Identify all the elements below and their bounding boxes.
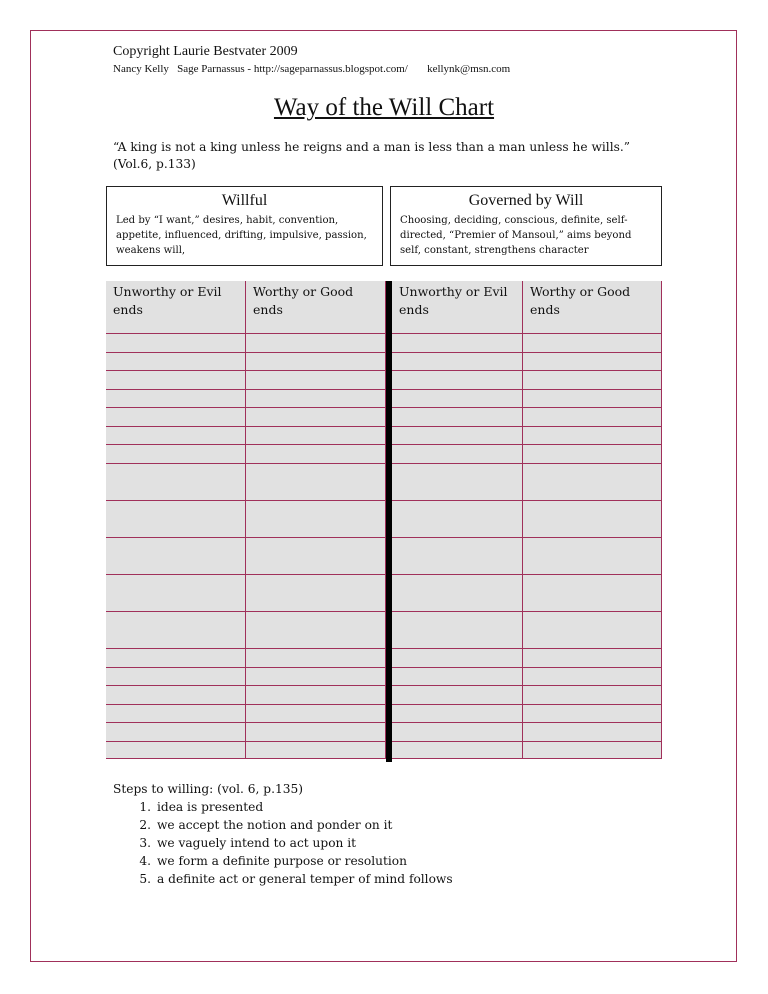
table-cell (106, 574, 246, 611)
table-cell (523, 741, 662, 759)
table-cell (392, 648, 523, 667)
page-title: Way of the Will Chart (273, 94, 495, 121)
center-divider (386, 281, 392, 762)
table-cell (246, 333, 386, 352)
table-cell (523, 574, 662, 611)
table-cell (392, 741, 523, 759)
will-chart-table (106, 281, 662, 762)
table-bottom-border (106, 758, 662, 759)
table-cell (106, 500, 246, 537)
table-cell (392, 407, 523, 426)
table-cell (523, 704, 662, 722)
table-cell (523, 389, 662, 407)
willful-box (106, 186, 383, 266)
table-cell (523, 537, 662, 574)
steps-list (113, 798, 453, 888)
table-cell (246, 444, 386, 463)
table-cell (246, 352, 386, 370)
table-cell (392, 685, 523, 704)
table-cell (106, 685, 246, 704)
table-cell (246, 722, 386, 741)
table-cell (392, 722, 523, 741)
table-cell (523, 722, 662, 741)
table-cell (246, 463, 386, 500)
copyright-line: Copyright Laurie Bestvater 2009 (113, 44, 298, 59)
header-worthy-right: Worthy or Good ends (523, 281, 662, 333)
governed-box (390, 186, 662, 266)
table-cell (523, 685, 662, 704)
table-cell (392, 667, 523, 685)
table-cell (106, 352, 246, 370)
table-cell (523, 407, 662, 426)
table-cell (106, 407, 246, 426)
table-cell (392, 574, 523, 611)
table-cell (246, 648, 386, 667)
header-unworthy-left: Unworthy or Evil ends (106, 281, 246, 333)
table-cell (392, 352, 523, 370)
table-cell (392, 426, 523, 444)
table-cell (246, 685, 386, 704)
table-cell (392, 389, 523, 407)
table-cell (106, 611, 246, 648)
table-cell (246, 537, 386, 574)
table-cell (523, 370, 662, 389)
table-cell (106, 370, 246, 389)
table-cell (246, 407, 386, 426)
table-cell (106, 333, 246, 352)
table-cell (246, 704, 386, 722)
step-item: 5. a definite act or general temper of mind follows (139, 872, 453, 886)
table-cell (246, 500, 386, 537)
header-worthy-left: Worthy or Good ends (246, 281, 386, 333)
willful-description: Led by “I want,” desires, habit, convention, appetite, influenced, drifting, impulsive, passion, weakens will, (116, 215, 367, 256)
step-item: 4. we form a definite purpose or resolution (139, 854, 407, 868)
quote: “A king is not a king unless he reigns and a man is less than a man unless he wills.” (Vol.6, p.133) (113, 140, 630, 171)
table-cell (246, 611, 386, 648)
table-cell (392, 537, 523, 574)
table-cell (392, 611, 523, 648)
table-cell (523, 426, 662, 444)
table-cell (106, 722, 246, 741)
table-cell (246, 389, 386, 407)
steps-heading: Steps to willing: (vol. 6, p.135) (113, 782, 303, 796)
table-cell (392, 500, 523, 537)
table-cell (523, 463, 662, 500)
willful-title: Willful (221, 192, 268, 209)
table-cell (106, 741, 246, 759)
table-cell (246, 426, 386, 444)
table-cell (106, 463, 246, 500)
table-cell (106, 444, 246, 463)
table-cell (523, 352, 662, 370)
table-cell (106, 667, 246, 685)
table-cell (106, 426, 246, 444)
table-cell (392, 333, 523, 352)
table-cell (523, 444, 662, 463)
table-cell (106, 389, 246, 407)
table-cell (392, 444, 523, 463)
table-cell (246, 574, 386, 611)
governed-description: Choosing, deciding, conscious, definite, self-directed, “Premier of Mansoul,” aims beyond self, constant, strengthens character (400, 215, 632, 256)
table-cell (392, 704, 523, 722)
table-cell (392, 463, 523, 500)
credits-line: Nancy Kelly Sage Parnassus - http://sageparnassus.blogspot.com/ kellynk@msn.com (113, 63, 511, 75)
governed-title: Governed by Will (468, 192, 584, 209)
table-cell (106, 648, 246, 667)
table-cell (523, 611, 662, 648)
table-cell (246, 667, 386, 685)
step-item: 3. we vaguely intend to act upon it (139, 836, 357, 850)
table-cell (392, 370, 523, 389)
table-cell (523, 333, 662, 352)
table-cell (523, 500, 662, 537)
step-item: 1. idea is presented (139, 800, 264, 814)
table-cell (106, 704, 246, 722)
table-cell (246, 741, 386, 759)
table-cell (106, 537, 246, 574)
table-cell (523, 648, 662, 667)
table-cell (246, 370, 386, 389)
header-unworthy-right: Unworthy or Evil ends (392, 281, 523, 333)
table-cell (523, 667, 662, 685)
step-item: 2. we accept the notion and ponder on it (139, 818, 393, 832)
